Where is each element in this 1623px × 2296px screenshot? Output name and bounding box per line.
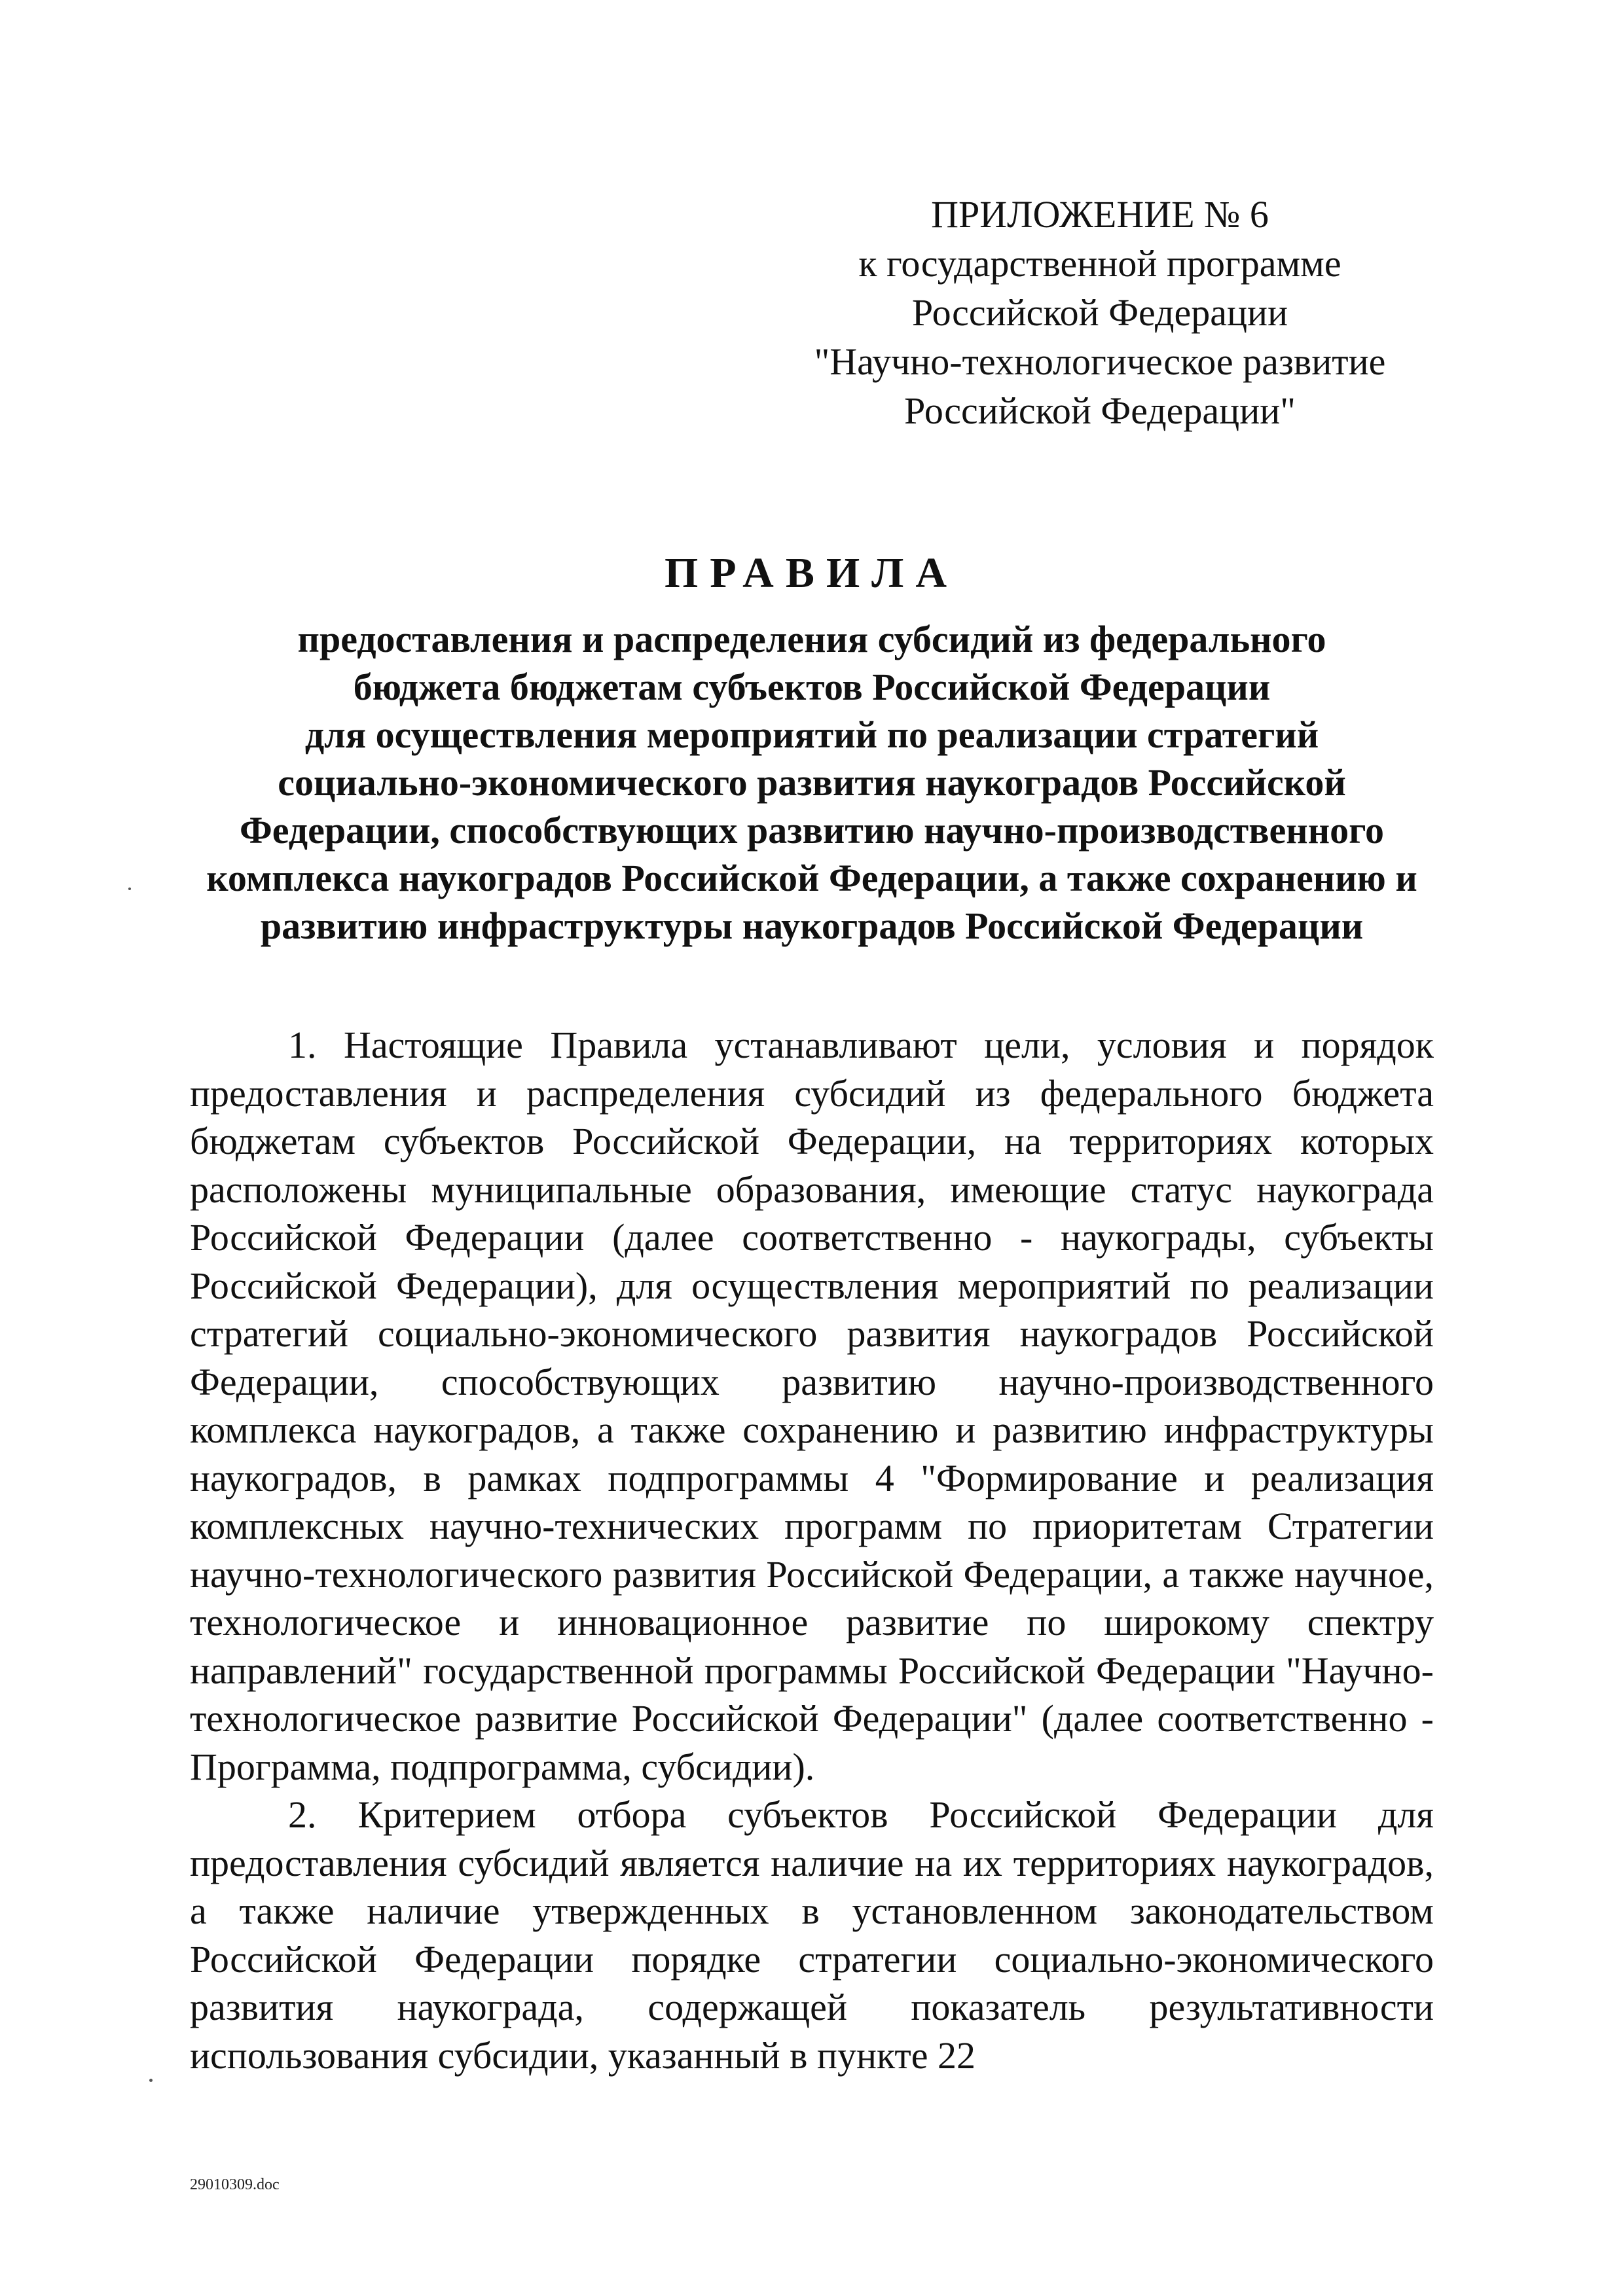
appendix-line: "Научно-технологическое развитие	[814, 340, 1386, 383]
subtitle-line: бюджета бюджетам субъектов Российской Федерации	[353, 666, 1271, 708]
paragraph-1: 1. Настоящие Правила устанавливают цели, условия и порядок предоставления и распределения субсидий из федерального бюджета бюджетам субъектов Российской Федерации, на территориях которых расположены муниципальные образования, имеющие статус наукограда Российской Федерации (далее соответственно - наукограды, субъекты Российской Федерации), для осуществления мероприятий по реализации стратегий социально-экономического развития наукоградов Российской Федерации, способствующих развитию научно-производственного комплекса наукоградов, а также сохранению и развитию инфраструктуры наукоградов, в рамках подпрограммы 4 "Формирование и реализация комплексных научно-технических программ по приоритетам Стратегии научно-технологического развития Российской Федерации, а также научное, технологическое и инновационное развитие по широкому спектру направлений" государственной программы Российской Федерации "Научно-технологическое развитие Российской Федерации" (далее соответственно - Программа, подпрограмма, субсидии).	[190, 1024, 1434, 1788]
appendix-header	[759, 190, 1440, 435]
appendix-line: Российской Федерации	[911, 291, 1288, 334]
footer-filename: 29010309.doc	[190, 2176, 280, 2193]
subtitle-line: для осуществления мероприятий по реализации стратегий	[304, 713, 1319, 756]
scan-speck	[128, 888, 131, 890]
paragraph-2: 2. Критерием отбора субъектов Российской Федерации для предоставления субсидий является наличие на их территориях наукоградов, а также наличие утвержденных в установленном законодательством Российской Федерации порядке стратегии социально-экономического развития наукограда, содержащей показатель результативности использования субсидии, указанный в пункте 22	[190, 1793, 1434, 2077]
scan-speck	[149, 2079, 153, 2082]
document-body	[190, 1021, 1434, 2079]
subtitle-line: Федерации, способствующих развитию научно-производственного	[239, 809, 1385, 852]
appendix-line: к государственной программе	[858, 242, 1341, 285]
subtitle-line: предоставления и распределения субсидий из федерального	[297, 618, 1326, 660]
subtitle-line: социально-экономического развития наукоградов Российской	[278, 761, 1346, 804]
appendix-line: Российской Федерации"	[904, 389, 1296, 432]
document-subtitle	[170, 615, 1453, 950]
appendix-line: ПРИЛОЖЕНИЕ № 6	[931, 193, 1269, 236]
subtitle-line: комплекса наукоградов Российской Федерации, а также сохранению и	[206, 857, 1417, 899]
document-title: ПРАВИЛА	[664, 549, 959, 597]
subtitle-line: развитию инфраструктуры наукоградов Российской Федерации	[260, 905, 1364, 947]
